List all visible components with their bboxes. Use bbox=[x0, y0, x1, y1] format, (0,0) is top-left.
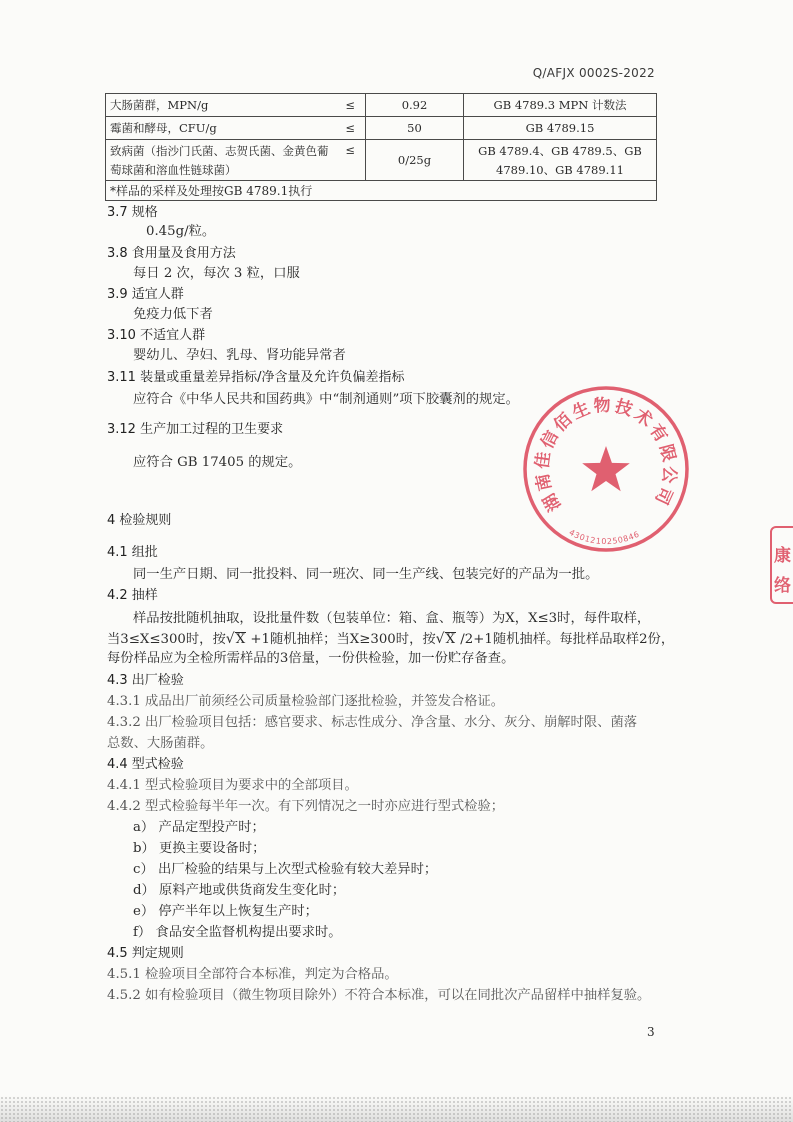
section-3-10-body: 婴幼儿、孕妇、乳母、肾功能异常者 bbox=[133, 348, 346, 363]
radical-sign: √ bbox=[435, 631, 445, 647]
list-item: e） 停产半年以上恢复生产时； bbox=[133, 904, 318, 919]
method-cell bbox=[464, 94, 657, 117]
table-row bbox=[106, 94, 657, 117]
section-4-1-title: 4.1 组批 bbox=[107, 545, 158, 560]
item-name-line: 萄球菌和溶血性链球菌） bbox=[110, 162, 237, 177]
item-cell bbox=[106, 140, 366, 181]
section-4-4-1: 4.4.1 型式检验项目为要求中的全部项目。 bbox=[107, 778, 358, 793]
limit-value: 0/25g bbox=[397, 153, 432, 167]
item-name: 大肠菌群，MPN/g bbox=[110, 98, 209, 112]
operator: ≤ bbox=[345, 98, 355, 112]
method-line: 4789.10、GB 4789.11 bbox=[496, 162, 624, 177]
section-4-3-2-line: 总数、大肠菌群。 bbox=[107, 736, 214, 751]
edge-seal bbox=[769, 524, 793, 604]
section-4-1-body: 同一生产日期、同一批投料、同一班次、同一生产线、包装完好的产品为一批。 bbox=[133, 567, 599, 582]
section-3-12-title: 3.12 生产加工过程的卫生要求 bbox=[107, 422, 284, 437]
section-4-3-title: 4.3 出厂检验 bbox=[107, 673, 184, 688]
section-3-12-body: 应符合 GB 17405 的规定。 bbox=[133, 455, 302, 470]
method-value: GB 4789.3 MPN 计数法 bbox=[493, 98, 627, 112]
edge-seal-char: 康 bbox=[774, 546, 791, 566]
section-3-11-body: 应符合《中华人民共和国药典》中“制剂通则”项下胶囊剂的规定。 bbox=[133, 392, 519, 407]
limit-cell bbox=[366, 94, 464, 117]
section-4-2-line1: 样品按批随机抽取，设批量件数（包装单位：箱、盒、瓶等）为X，X≤3时，每件取样， bbox=[133, 611, 651, 626]
radicand: X bbox=[235, 632, 246, 647]
page-number: 3 bbox=[647, 1025, 655, 1039]
section-3-8-title: 3.8 食用量及食用方法 bbox=[107, 246, 236, 261]
item-name-line: 致病菌（指沙门氏菌、志贺氏菌、金黄色葡 bbox=[110, 143, 329, 158]
item-cell bbox=[106, 94, 366, 117]
method-line: GB 4789.4、GB 4789.5、GB bbox=[478, 143, 642, 158]
list-item: d） 原料产地或供货商发生变化时； bbox=[133, 883, 346, 898]
table-footnote-row bbox=[106, 181, 657, 201]
table-footnote: *样品的采样及处理按GB 4789.1执行 bbox=[110, 183, 313, 198]
list-item: f） 食品安全监督机构提出要求时。 bbox=[133, 925, 342, 940]
section-4-5-2: 4.5.2 如有检验项目（微生物项目除外）不符合本标准，可以在同批次产品留样中抽样复验。 bbox=[107, 988, 651, 1003]
seal-company-name: 湖南佳信佰生物技术有限公司 bbox=[532, 395, 680, 515]
method-value: GB 4789.15 bbox=[525, 121, 595, 135]
operator: ≤ bbox=[345, 121, 355, 135]
section-4-2-title: 4.2 抽样 bbox=[107, 588, 158, 603]
formula-text: /2+1随机抽样。每批样品取样2份， bbox=[456, 632, 675, 647]
radicand: X bbox=[445, 632, 456, 647]
section-4-2-line2 bbox=[107, 630, 674, 648]
footnote-cell bbox=[106, 181, 657, 201]
list-item: b） 更换主要设备时； bbox=[133, 841, 266, 856]
section-3-9-title: 3.9 适宜人群 bbox=[107, 287, 184, 302]
list-item: c） 出厂检验的结果与上次型式检验有较大差异时； bbox=[133, 862, 438, 877]
radical-sign: √ bbox=[225, 631, 235, 647]
section-3-10-title: 3.10 不适宜人群 bbox=[107, 328, 206, 343]
section-4-5-1: 4.5.1 检验项目全部符合本标准，判定为合格品。 bbox=[107, 967, 398, 982]
formula-text: 当3≤X≤300时，按 bbox=[107, 632, 226, 647]
section-3-9-body: 免疫力低下者 bbox=[133, 307, 213, 322]
table-row bbox=[106, 140, 657, 181]
item-cell bbox=[106, 117, 366, 140]
section-4-4-title: 4.4 型式检验 bbox=[107, 757, 184, 772]
spec-table bbox=[105, 93, 657, 201]
formula-text: +1随机抽样；当X≥300时，按 bbox=[246, 632, 436, 647]
section-4-4-2: 4.4.2 型式检验每半年一次。有下列情况之一时亦应进行型式检验； bbox=[107, 799, 505, 814]
list-item: a） 产品定型投产时； bbox=[133, 820, 265, 835]
seal-star-icon bbox=[582, 446, 630, 491]
table-row bbox=[106, 117, 657, 140]
section-4-title: 4 检验规则 bbox=[107, 513, 172, 528]
company-seal bbox=[520, 383, 692, 555]
seal-code: 4301210250846 bbox=[567, 527, 641, 547]
section-3-8-body: 每日 2 次，每次 3 粒，口服 bbox=[133, 266, 300, 281]
document-code: Q/AFJX 0002S-2022 bbox=[532, 66, 655, 80]
limit-value: 0.92 bbox=[401, 98, 428, 112]
scan-edge-texture bbox=[0, 1096, 793, 1122]
edge-seal-char: 络 bbox=[774, 576, 791, 596]
section-4-5-title: 4.5 判定规则 bbox=[107, 946, 184, 961]
method-cell bbox=[464, 117, 657, 140]
section-4-3-2-line: 4.3.2 出厂检验项目包括：感官要求、标志性成分、净含量、水分、灰分、崩解时限、菌落 bbox=[107, 715, 638, 730]
section-3-11-title: 3.11 装量或重量差异指标/净含量及允许负偏差指标 bbox=[107, 370, 405, 385]
section-3-7-title: 3.7 规格 bbox=[107, 205, 158, 220]
section-4-3-1: 4.3.1 成品出厂前须经公司质量检验部门逐批检验，并签发合格证。 bbox=[107, 694, 505, 709]
limit-cell bbox=[366, 117, 464, 140]
limit-cell bbox=[366, 140, 464, 181]
limit-value: 50 bbox=[407, 121, 422, 135]
item-name: 霉菌和酵母，CFU/g bbox=[110, 121, 217, 135]
section-3-7-body: 0.45g/粒。 bbox=[146, 224, 216, 239]
operator: ≤ bbox=[345, 142, 355, 157]
section-4-2-line3: 每份样品应为全检所需样品的3倍量，一份供检验，加一份贮存备查。 bbox=[107, 651, 515, 666]
method-cell bbox=[464, 140, 657, 181]
